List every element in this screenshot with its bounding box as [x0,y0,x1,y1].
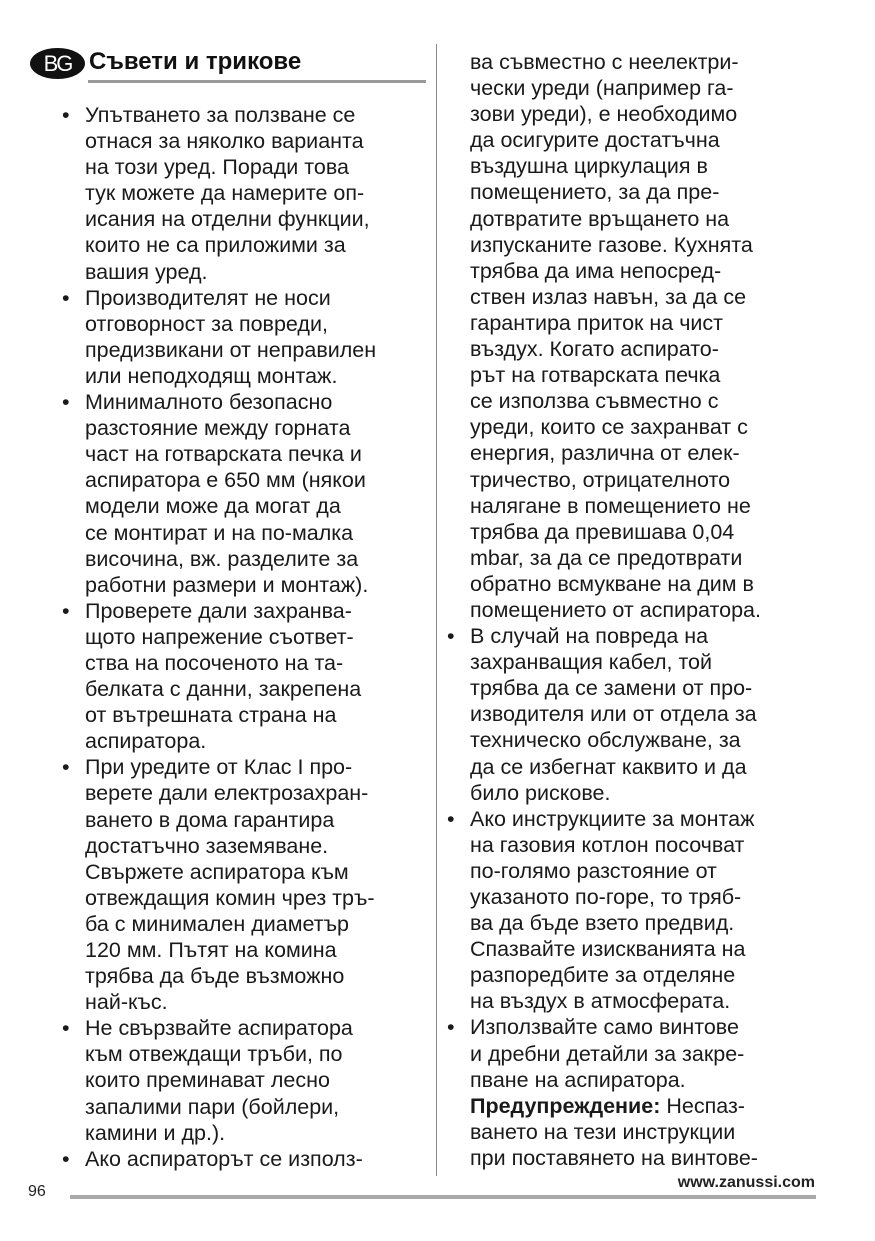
text-line [447,258,761,284]
text-line [447,1119,761,1145]
bullet-item [447,806,761,1015]
text-line [62,311,376,337]
line-text: част на готварската печка и [85,442,362,467]
text-line [447,780,761,806]
line-text: аспиратора. [85,729,207,754]
bullet-icon: • [62,103,70,127]
line-text: било рискове. [470,780,611,805]
text-line [62,546,376,572]
line-text: Не свързвайте аспиратора [85,1016,353,1041]
line-text: техническо обслужване, за [470,728,741,753]
line-text: Спазвайте изискванията на [470,937,746,962]
text-line [447,362,761,388]
line-text: да осигурите достатъчна [470,128,720,153]
line-text: работни размери и монтаж). [85,572,369,597]
text-line [447,858,761,884]
text-line [62,232,376,258]
text-line [62,963,376,989]
line-text: Използвайте само винтове [470,1015,739,1040]
line-text: се монтират и на по-малка [85,520,354,545]
bullet-icon: • [447,806,455,831]
line-text: на този уред. Поради това [85,155,349,180]
bullet-icon: • [447,1015,455,1040]
bullet-item [62,102,376,285]
line-text: Минималното безопасно [85,390,333,415]
text-line [62,415,376,441]
text-line [62,128,376,154]
line-text: достатъчно заземяване. [85,833,329,858]
line-text: пване на аспиратора. [470,1067,686,1092]
line-text: ването в дома гарантира [85,807,335,832]
text-line [447,127,761,153]
text-line [447,806,761,832]
line-text: тричество, отрицателното [470,467,731,492]
text-line [62,624,376,650]
line-text: въздушна циркулация в [470,154,708,179]
line-text: изводителя или от отдела за [470,702,757,727]
text-line [62,1120,376,1146]
line-text: въздух. Когато аспирато- [470,337,719,362]
text-line [447,493,761,519]
line-text: модели може да могат да [85,494,341,519]
text-line [447,467,761,493]
line-text: или неподходящ монтаж. [85,363,338,388]
line-text: ва съвместно с неелектри- [470,50,739,74]
text-line [62,572,376,598]
text-line [62,180,376,206]
text-line [62,467,376,493]
line-text: тук можете да намерите оп- [85,181,365,206]
text-line [447,388,761,414]
text-line [447,701,761,727]
line-text: на газовия котлон посочват [470,832,745,857]
line-text: вашия уред. [85,259,208,284]
text-line [62,702,376,728]
line-text: към отвеждащи тръби, по [85,1042,343,1067]
text-line [447,754,761,780]
line-text: mbar, за да се предотврати [470,545,743,570]
text-line [447,336,761,362]
website-link[interactable]: www.zanussi.com [677,1174,815,1191]
line-text: уреди, които се захранват с [470,415,748,440]
text-line [62,911,376,937]
line-text: трябва да превишава 0,04 [470,519,735,544]
text-line [62,859,376,885]
text-line [62,259,376,285]
text-line [62,1041,376,1067]
text-line [62,1146,376,1172]
text-line [62,154,376,180]
line-text: Неспаз- [660,1093,745,1118]
line-text: дотвратите връщането на [470,206,730,231]
text-line [447,1041,761,1067]
line-text: ства на посоченото на та- [85,650,344,675]
line-text: отвеждащия комин чрез тръ- [85,885,375,910]
text-line [62,520,376,546]
line-text: Производителят не носи [85,285,331,310]
section-title: Съвети и трикове [89,48,302,75]
text-line [62,1067,376,1093]
bullet-icon: • [62,390,70,415]
text-line [62,807,376,833]
text-line [62,650,376,676]
text-line [447,545,761,571]
text-line [447,910,761,936]
page-number: 96 [28,1183,46,1200]
text-line [447,571,761,597]
language-badge: BG [30,48,85,79]
bullet-icon: • [62,285,70,310]
line-text: изпусканите газове. Кухнята [470,232,753,257]
text-line [62,1094,376,1120]
line-text: чески уреди (например га- [470,76,734,101]
line-text: трябва да бъде възможно [85,964,345,989]
bullet-item [62,1146,376,1172]
line-text: Упътването за ползване се [85,103,356,127]
text-line [62,728,376,754]
bullet-item [62,389,376,598]
text-line [447,1067,761,1093]
line-text: енергия, различна от елек- [470,441,740,466]
line-text: запалими пари (бойлери, [85,1094,340,1119]
bullet-item [62,285,376,389]
line-text: да се избегнат каквито и да [470,754,747,779]
text-line [447,206,761,232]
text-line [62,493,376,519]
line-text: предизвикани от неправилен [85,337,377,362]
line-text: височина, вж. разделите за [85,546,359,571]
line-text: аспиратора е 650 мм (някои [85,468,366,493]
text-line [62,389,376,415]
text-line [447,832,761,858]
bullet-item [62,598,376,755]
text-line [62,598,376,624]
line-text: указаното по-горе, то тряб- [470,885,742,909]
line-text: се използва съвместно с [470,389,719,414]
footer-rule [70,1195,816,1199]
text-line [62,102,376,128]
text-line [447,597,761,623]
line-text: зови уреди), е необходимо [470,102,738,127]
line-text: трябва да се замени от про- [470,676,753,701]
text-line [447,962,761,988]
text-line [62,833,376,859]
text-line [62,780,376,806]
text-line [447,936,761,962]
bullet-icon: • [62,598,70,623]
line-text: Проверете дали захранва- [85,598,352,623]
text-line [447,284,761,310]
line-text: рът на готварската печка [470,363,721,388]
bullet-item [447,1014,761,1092]
line-text: щото напрежение съответ- [85,624,354,649]
line-text: захранващия кабел, той [470,650,713,675]
line-text: налягане в помещението не [470,493,751,518]
line-text: отговорност за повреди, [85,311,328,336]
line-text: исания на отделни функции, [85,207,370,232]
text-line [447,623,761,649]
text-line [447,232,761,258]
text-line [447,727,761,753]
line-text: верете дали електрозахран- [85,781,369,806]
right-column [447,49,761,1171]
line-text: Свържете аспиратора към [85,859,349,884]
line-text: 120 мм. Пътят на комина [85,938,337,962]
text-line [447,1145,761,1171]
line-text: които преминават лесно [85,1068,330,1093]
text-line [62,937,376,963]
text-line [447,414,761,440]
text-line [62,363,376,389]
line-text: При уредите от Клас I про- [85,755,353,780]
text-line [62,676,376,702]
text-line [62,1015,376,1041]
text-line [447,440,761,466]
text-line [62,285,376,311]
bullet-item [447,623,761,806]
line-text: белката с данни, закрепена [85,677,362,702]
line-text: помещението, за да пре- [470,180,720,205]
text-line [447,310,761,336]
warning-label: Предупреждение: [470,1093,661,1118]
text-line [62,441,376,467]
text-line [447,649,761,675]
bullet-icon: • [447,624,455,649]
line-text: трябва да има непосред- [470,258,722,283]
line-text: ва да бъде взето предвид. [470,911,735,936]
column-divider [436,44,437,1176]
text-line [447,49,761,75]
line-text: на въздух в атмосферата. [470,989,731,1014]
line-text: Ако инструкциите за монтаж [470,806,755,831]
line-text: помещението от аспиратора. [470,597,761,622]
line-text: отнася за няколко варианта [85,129,364,154]
paragraph-continuation [447,49,761,623]
text-line [62,989,376,1015]
bullet-icon: • [62,755,70,780]
line-text: ствен излаз навън, за да се [470,284,747,309]
text-line [447,675,761,701]
bullet-icon: • [62,1016,70,1041]
warning-paragraph [447,1093,761,1171]
left-column [62,102,376,1172]
text-line [447,988,761,1014]
line-text: ба с минимален диаметър [85,911,350,936]
line-text: които не са приложими за [85,233,346,258]
title-underline [88,80,426,83]
text-line [447,75,761,101]
text-line [62,754,376,780]
line-text: и дребни детайли за закре- [470,1041,745,1066]
line-text: разпоредбите за отделяне [470,963,736,988]
line-text: от вътрешната страна на [85,703,337,728]
text-line [447,101,761,127]
bullet-icon: • [62,1146,70,1171]
text-line [447,519,761,545]
line-text: обратно всмукване на дим в [470,571,754,596]
text-line [62,885,376,911]
line-text: ването на тези инструкции [470,1119,736,1144]
line-text: Ако аспираторът се използ- [85,1146,363,1171]
text-line [62,337,376,363]
line-text: гарантира приток на чист [470,310,724,335]
text-line [447,1014,761,1040]
bullet-item [62,754,376,1015]
line-text: камини и др.). [85,1120,226,1145]
text-line [447,179,761,205]
line-text: разстояние между горната [85,416,351,441]
bullet-item [62,1015,376,1145]
text-line [447,884,761,910]
line-text: най-къс. [85,990,168,1015]
line-text: по-голямо разстояние от [470,858,717,883]
text-line [62,206,376,232]
line-text: при поставянето на винтове- [470,1145,758,1170]
line-text: В случай на повреда на [470,624,709,649]
text-line [447,153,761,179]
text-line [447,1093,761,1119]
